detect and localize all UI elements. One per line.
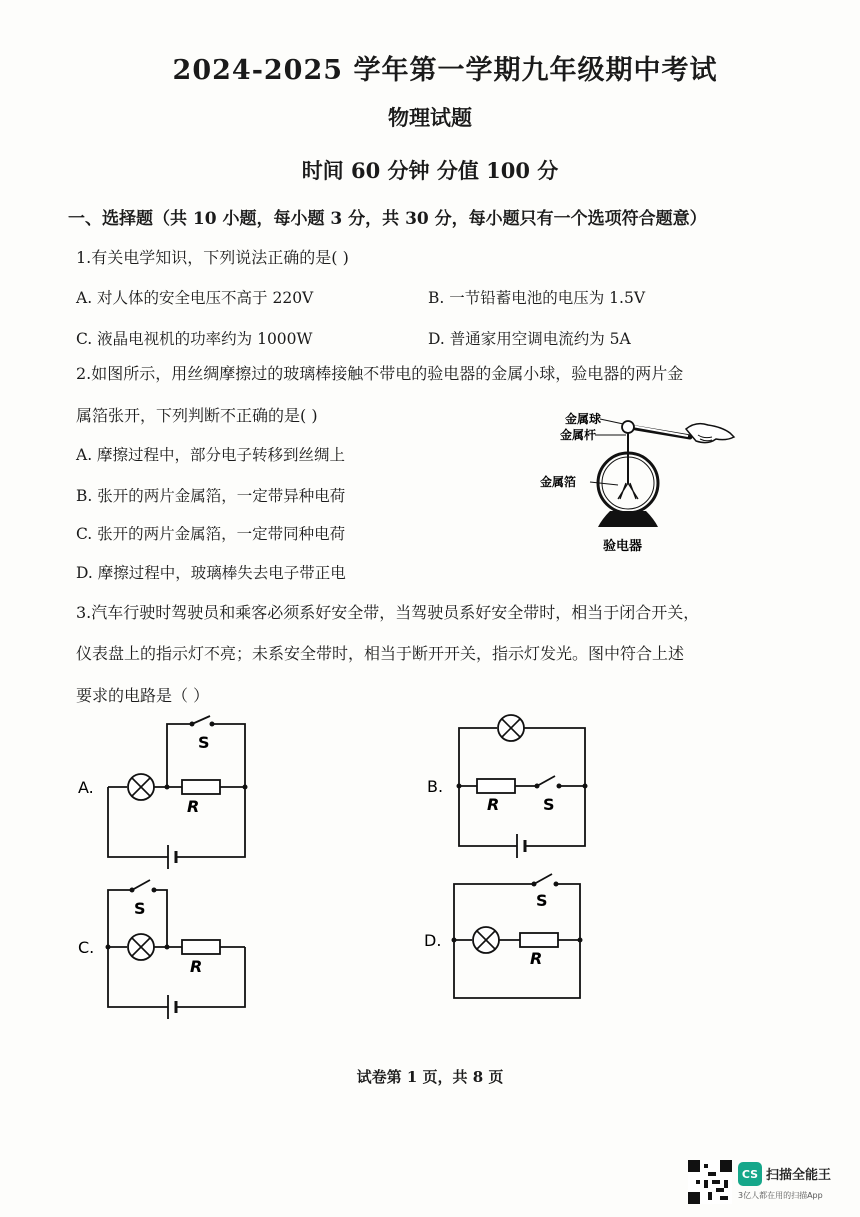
page-footer: 试卷第 1 页，共 8 页 <box>356 1068 504 1086</box>
circuit-b-switch-label: S <box>543 795 555 814</box>
circuit-c-resistor-label: R <box>190 957 203 976</box>
scanner-tagline: 3亿人都在用的扫描App <box>738 1191 823 1200</box>
circuit-d-letter: D. <box>424 931 442 950</box>
circuit-a-switch-label: S <box>198 733 210 752</box>
circuit-d <box>420 870 620 1010</box>
electroscope-figure <box>540 405 740 555</box>
exam-title: 2024-2025 学年第一学期九年级期中考试 <box>172 55 718 86</box>
section-heading: 一、选择题（共 10 小题，每小题 3 分，共 30 分，每小题只有一个选项符合题意） <box>68 209 707 229</box>
q1-option-d: D. 普通家用空调电流约为 5A <box>428 330 631 348</box>
q3-stem-line2: 仪表盘上的指示灯不亮；未系安全带时，相当于断开开关，指示灯发光。图中符合上述 <box>76 644 685 663</box>
circuit-c-switch-label: S <box>134 899 146 918</box>
circuit-a-resistor-label: R <box>187 797 200 816</box>
label-metal-rod: 金属杆 <box>560 428 597 442</box>
camscanner-logo-icon: CS <box>738 1162 762 1186</box>
q3-stem-line1: 3.汽车行驶时驾驶员和乘客必须系好安全带，当驾驶员系好安全带时，相当于闭合开关， <box>76 603 700 622</box>
label-metal-foil: 金属箔 <box>540 475 577 489</box>
q2-stem-line1: 2.如图所示，用丝绸摩擦过的玻璃棒接触不带电的验电器的金属小球，验电器的两片金 <box>76 364 684 383</box>
circuit-b-letter: B. <box>427 777 444 796</box>
circuit-b-resistor-label: R <box>487 795 500 814</box>
circuit-b <box>425 706 625 866</box>
q1-stem: 1.有关电学知识，下列说法正确的是( ) <box>76 248 349 267</box>
q2-option-b: B. 张开的两片金属箔，一定带异种电荷 <box>76 487 346 505</box>
circuit-d-resistor-label: R <box>530 949 543 968</box>
q2-stem-line2: 属箔张开，下列判断不正确的是( ) <box>76 406 318 425</box>
qr-code-icon <box>688 1160 732 1204</box>
q1-option-c: C. 液晶电视机的功率约为 1000W <box>76 330 313 348</box>
circuit-c <box>70 872 270 1032</box>
circuit-a <box>70 712 270 872</box>
scanner-app-name: 扫描全能王 <box>766 1168 832 1183</box>
q3-stem-line3: 要求的电路是（ ） <box>76 686 210 705</box>
circuit-d-switch-label: S <box>536 891 548 910</box>
q2-option-c: C. 张开的两片金属箔，一定带同种电荷 <box>76 525 346 543</box>
circuit-c-letter: C. <box>78 938 95 957</box>
electroscope-caption: 验电器 <box>603 539 643 554</box>
label-metal-ball: 金属球 <box>565 412 602 426</box>
q2-option-d: D. 摩擦过程中，玻璃棒失去电子带正电 <box>76 564 346 582</box>
subject-title: 物理试题 <box>388 105 472 130</box>
q2-option-a: A. 摩擦过程中，部分电子转移到丝绸上 <box>76 446 346 464</box>
q1-option-a: A. 对人体的安全电压不高于 220V <box>76 289 314 307</box>
scanner-badge <box>660 1160 840 1204</box>
time-and-score: 时间 60 分钟 分值 100 分 <box>301 158 559 183</box>
q1-option-b: B. 一节铅蓄电池的电压为 1.5V <box>428 289 646 307</box>
circuit-a-letter: A. <box>78 778 94 797</box>
